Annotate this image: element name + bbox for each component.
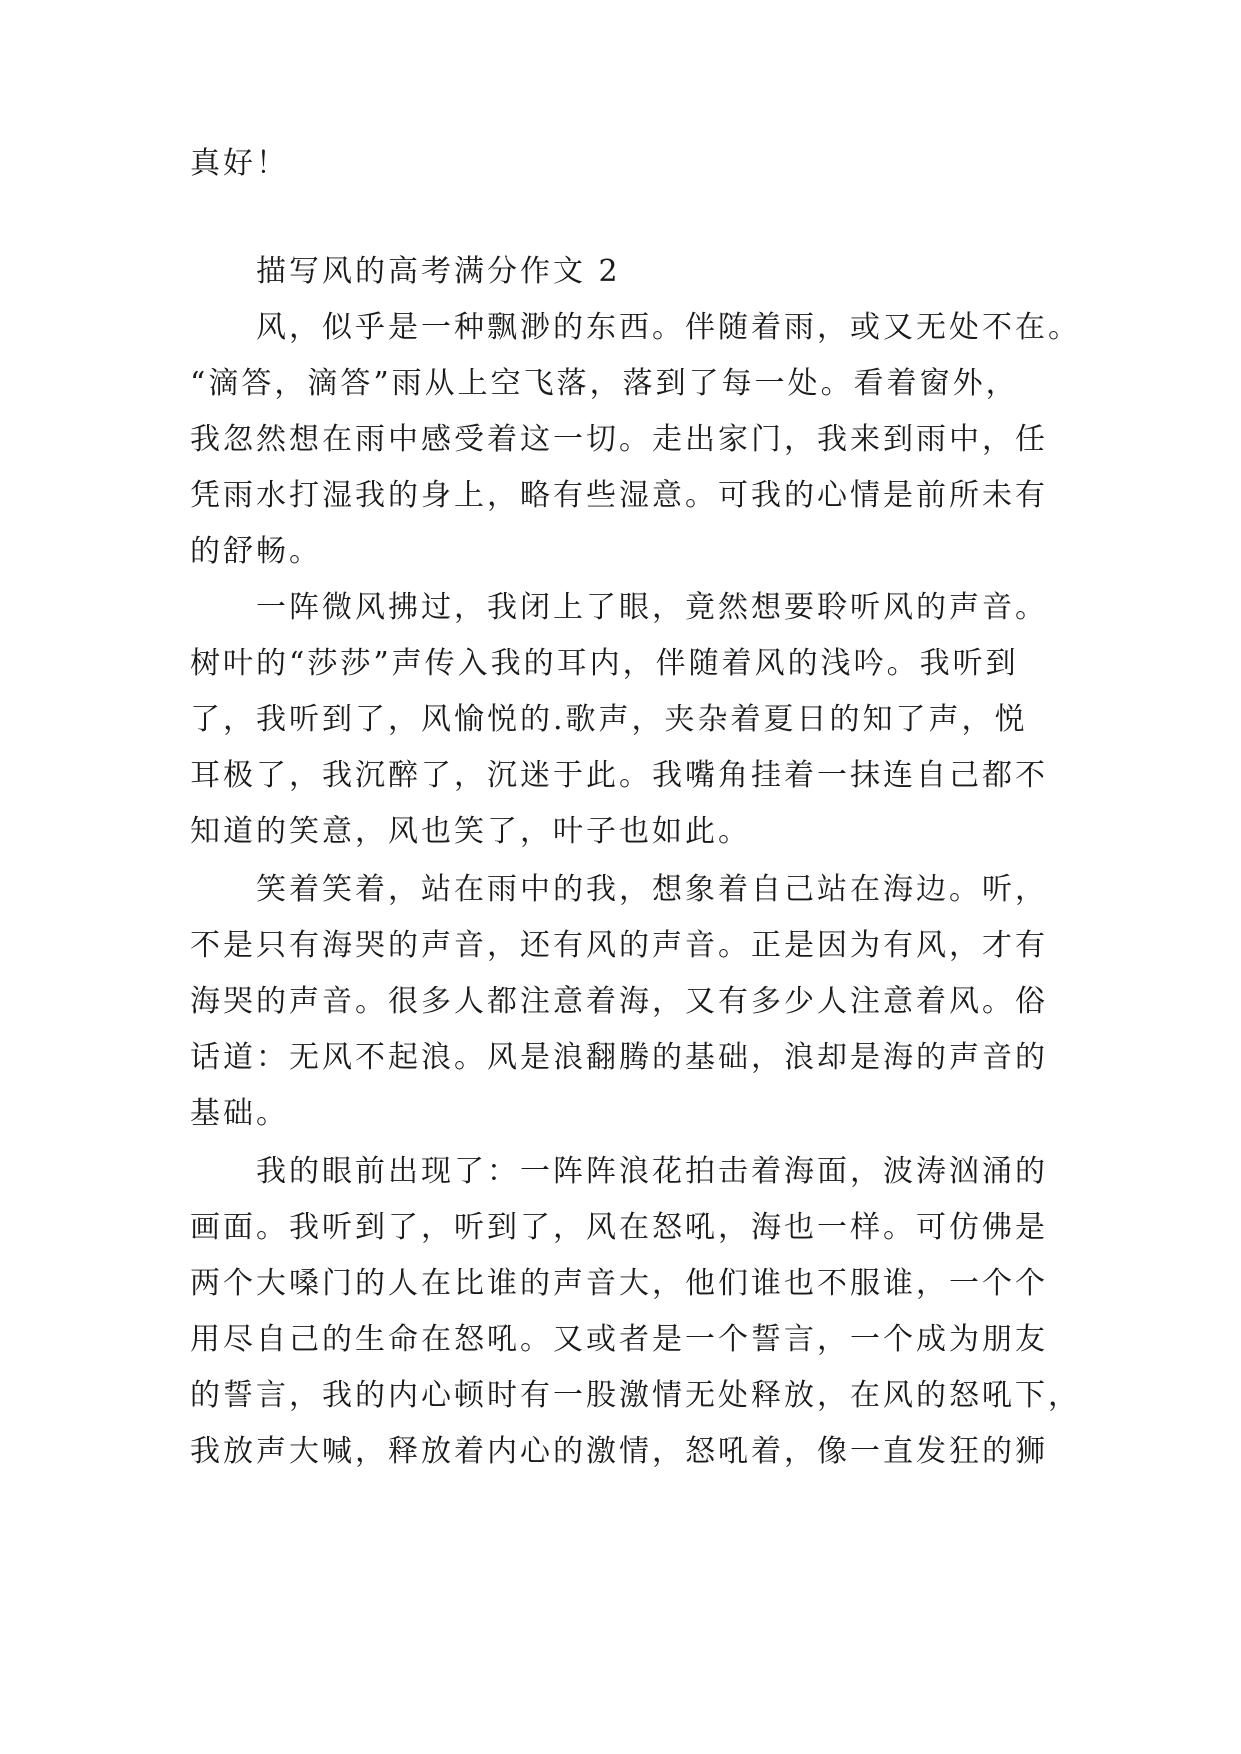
paragraph-line: 树叶的“莎莎”声传入我的耳内，伴随着风的浅吟。我听到 [190,646,1019,681]
paragraph-line: 我的眼前出现了：一阵阵浪花拍击着海面，波涛汹涌的 [256,1154,1048,1189]
paragraph-line: “滴答，滴答”雨从上空飞落，落到了每一处。看着窗外， [190,366,1019,401]
paragraph-line: 耳极了，我沉醉了，沉迷于此。我嘴角挂着一抹连自己都不 [190,758,1048,793]
paragraph-line: 知道的笑意，风也笑了，叶子也如此。 [190,814,751,849]
paragraph-line: 凭雨水打湿我的身上，略有些湿意。可我的心情是前所未有 [190,478,1048,513]
paragraph-line: 风，似乎是一种飘渺的东西。伴随着雨，或又无处不在。 [256,310,1081,345]
paragraph-line: 基础。 [190,1096,289,1131]
paragraph-line: 的誓言，我的内心顿时有一股激情无处释放，在风的怒吼下， [190,1378,1081,1413]
text-line: 真好！ [190,146,289,181]
paragraph-line: 笑着笑着，站在雨中的我，想象着自己站在海边。听， [256,872,1048,907]
paragraph-line: 一阵微风拂过，我闭上了眼，竟然想要聆听风的声音。 [256,590,1048,625]
paragraph-line: 不是只有海哭的声音，还有风的声音。正是因为有风，才有 [190,928,1048,963]
paragraph-line: 话道：无风不起浪。风是浪翻腾的基础，浪却是海的声音的 [190,1040,1048,1075]
paragraph-line: 了，我听到了，风愉悦的.歌声，夹杂着夏日的知了声，悦 [190,702,1028,737]
paragraph-line: 我忽然想在雨中感受着这一切。走出家门，我来到雨中，任 [190,422,1048,457]
section-heading: 描写风的高考满分作文 2 [256,254,621,289]
paragraph-line: 海哭的声音。很多人都注意着海，又有多少人注意着风。俗 [190,984,1048,1019]
paragraph-line: 我放声大喊，释放着内心的激情，怒吼着，像一直发狂的狮 [190,1434,1048,1469]
paragraph-line: 的舒畅。 [190,534,322,569]
paragraph-line: 画面。我听到了，听到了，风在怒吼，海也一样。可仿佛是 [190,1210,1048,1245]
paragraph-line: 用尽自己的生命在怒吼。又或者是一个誓言，一个成为朋友 [190,1322,1048,1357]
paragraph-line: 两个大嗓门的人在比谁的声音大，他们谁也不服谁，一个个 [190,1266,1048,1301]
